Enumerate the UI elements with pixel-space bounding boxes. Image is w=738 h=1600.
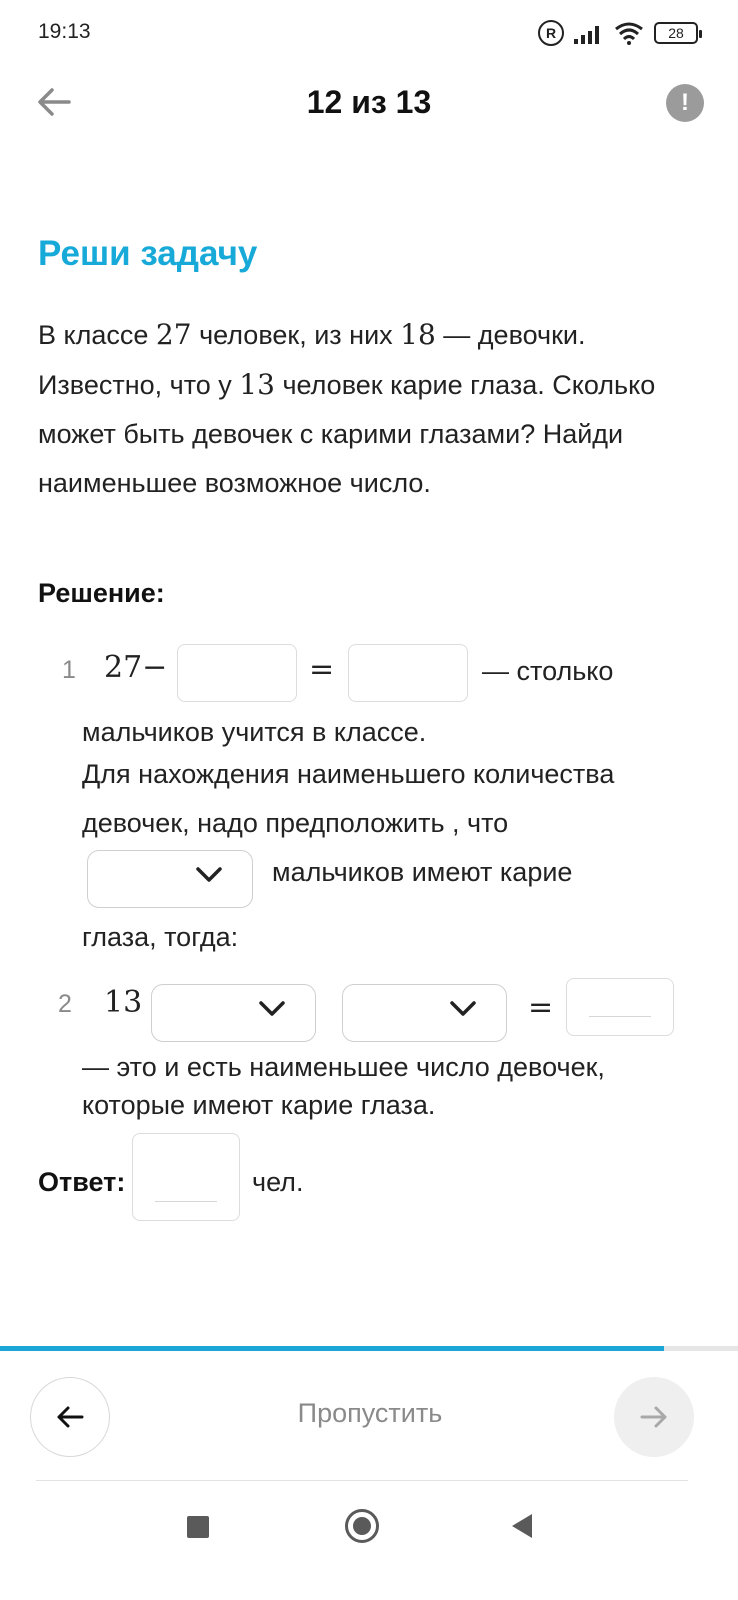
signal-icon [574, 22, 604, 44]
input-underline [589, 1016, 651, 1017]
top-bar [0, 70, 738, 140]
progress-fill [0, 1346, 664, 1351]
arrow-right-icon [640, 1405, 668, 1429]
input-underline [155, 1201, 217, 1202]
step2-operand-select[interactable] [342, 984, 507, 1042]
step1-expression: 27− [104, 650, 168, 685]
step1-input-result[interactable] [348, 644, 468, 702]
boys-count-select[interactable] [87, 850, 253, 908]
step1-line: Для нахождения наименьшего количества [82, 759, 615, 789]
arrow-left-icon [56, 1405, 84, 1429]
step1-line: мальчиков учится в классе. [82, 717, 427, 747]
step2-line: — это и есть наименьшее число девочек, [82, 1052, 605, 1082]
problem-number: 13 [239, 368, 275, 401]
next-task-button[interactable] [614, 1377, 694, 1457]
report-issue-icon[interactable]: ! [666, 84, 704, 122]
system-back-icon[interactable] [512, 1514, 532, 1538]
status-icons [538, 20, 698, 46]
page-title: 12 из 13 [306, 84, 432, 120]
step1-text-after-select: мальчиков имеют карие [272, 857, 573, 887]
step1-input-subtrahend[interactable] [177, 644, 297, 702]
answer-label: Ответ: [38, 1167, 126, 1197]
problem-text-part: — девочки. Известно, что у [38, 320, 586, 400]
step1-text-after: — столько [482, 656, 614, 686]
step2-expression: 13 [104, 985, 143, 1020]
equals-sign: = [309, 652, 335, 687]
step1-line: девочек, надо предположить , что [82, 808, 509, 838]
step2-operator-select[interactable] [151, 984, 316, 1042]
answer-unit: чел. [252, 1167, 304, 1197]
step-number: 2 [58, 990, 72, 1018]
chevron-down-icon [448, 999, 478, 1019]
step2-line: которые имеют карие глаза. [82, 1090, 436, 1120]
problem-number: 18 [400, 318, 436, 351]
status-time: 19:13 [38, 20, 91, 43]
wifi-icon [614, 21, 644, 45]
problem-number: 27 [155, 318, 192, 351]
system-navigation-bar [0, 1490, 738, 1600]
problem-text-part: человек, из них [191, 320, 401, 350]
skip-button[interactable]: Пропустить [297, 1398, 443, 1428]
divider [36, 1480, 688, 1481]
step1-line: глаза, тогда: [82, 922, 239, 952]
progress-bar [0, 1346, 738, 1351]
registered-icon: R [538, 20, 564, 46]
problem-text-part: человек карие глаза. Сколько может быть девочек с карими глазами? Найди наименьшее возможное число. [38, 370, 656, 498]
solution-label: Решение: [38, 578, 165, 608]
step-number: 1 [62, 656, 76, 684]
answer-input[interactable] [132, 1133, 240, 1221]
status-bar [0, 0, 738, 66]
task-heading: Реши задачу [38, 234, 258, 273]
battery-icon: 28 [654, 22, 698, 44]
problem-text [38, 310, 698, 508]
step2-input-result[interactable] [566, 978, 674, 1036]
problem-text-part: В классе [38, 320, 156, 350]
equals-sign: = [528, 990, 554, 1025]
chevron-down-icon [194, 865, 224, 885]
recent-apps-icon[interactable] [187, 1516, 209, 1538]
previous-task-button[interactable] [30, 1377, 110, 1457]
chevron-down-icon [257, 999, 287, 1019]
home-icon[interactable] [345, 1509, 379, 1543]
